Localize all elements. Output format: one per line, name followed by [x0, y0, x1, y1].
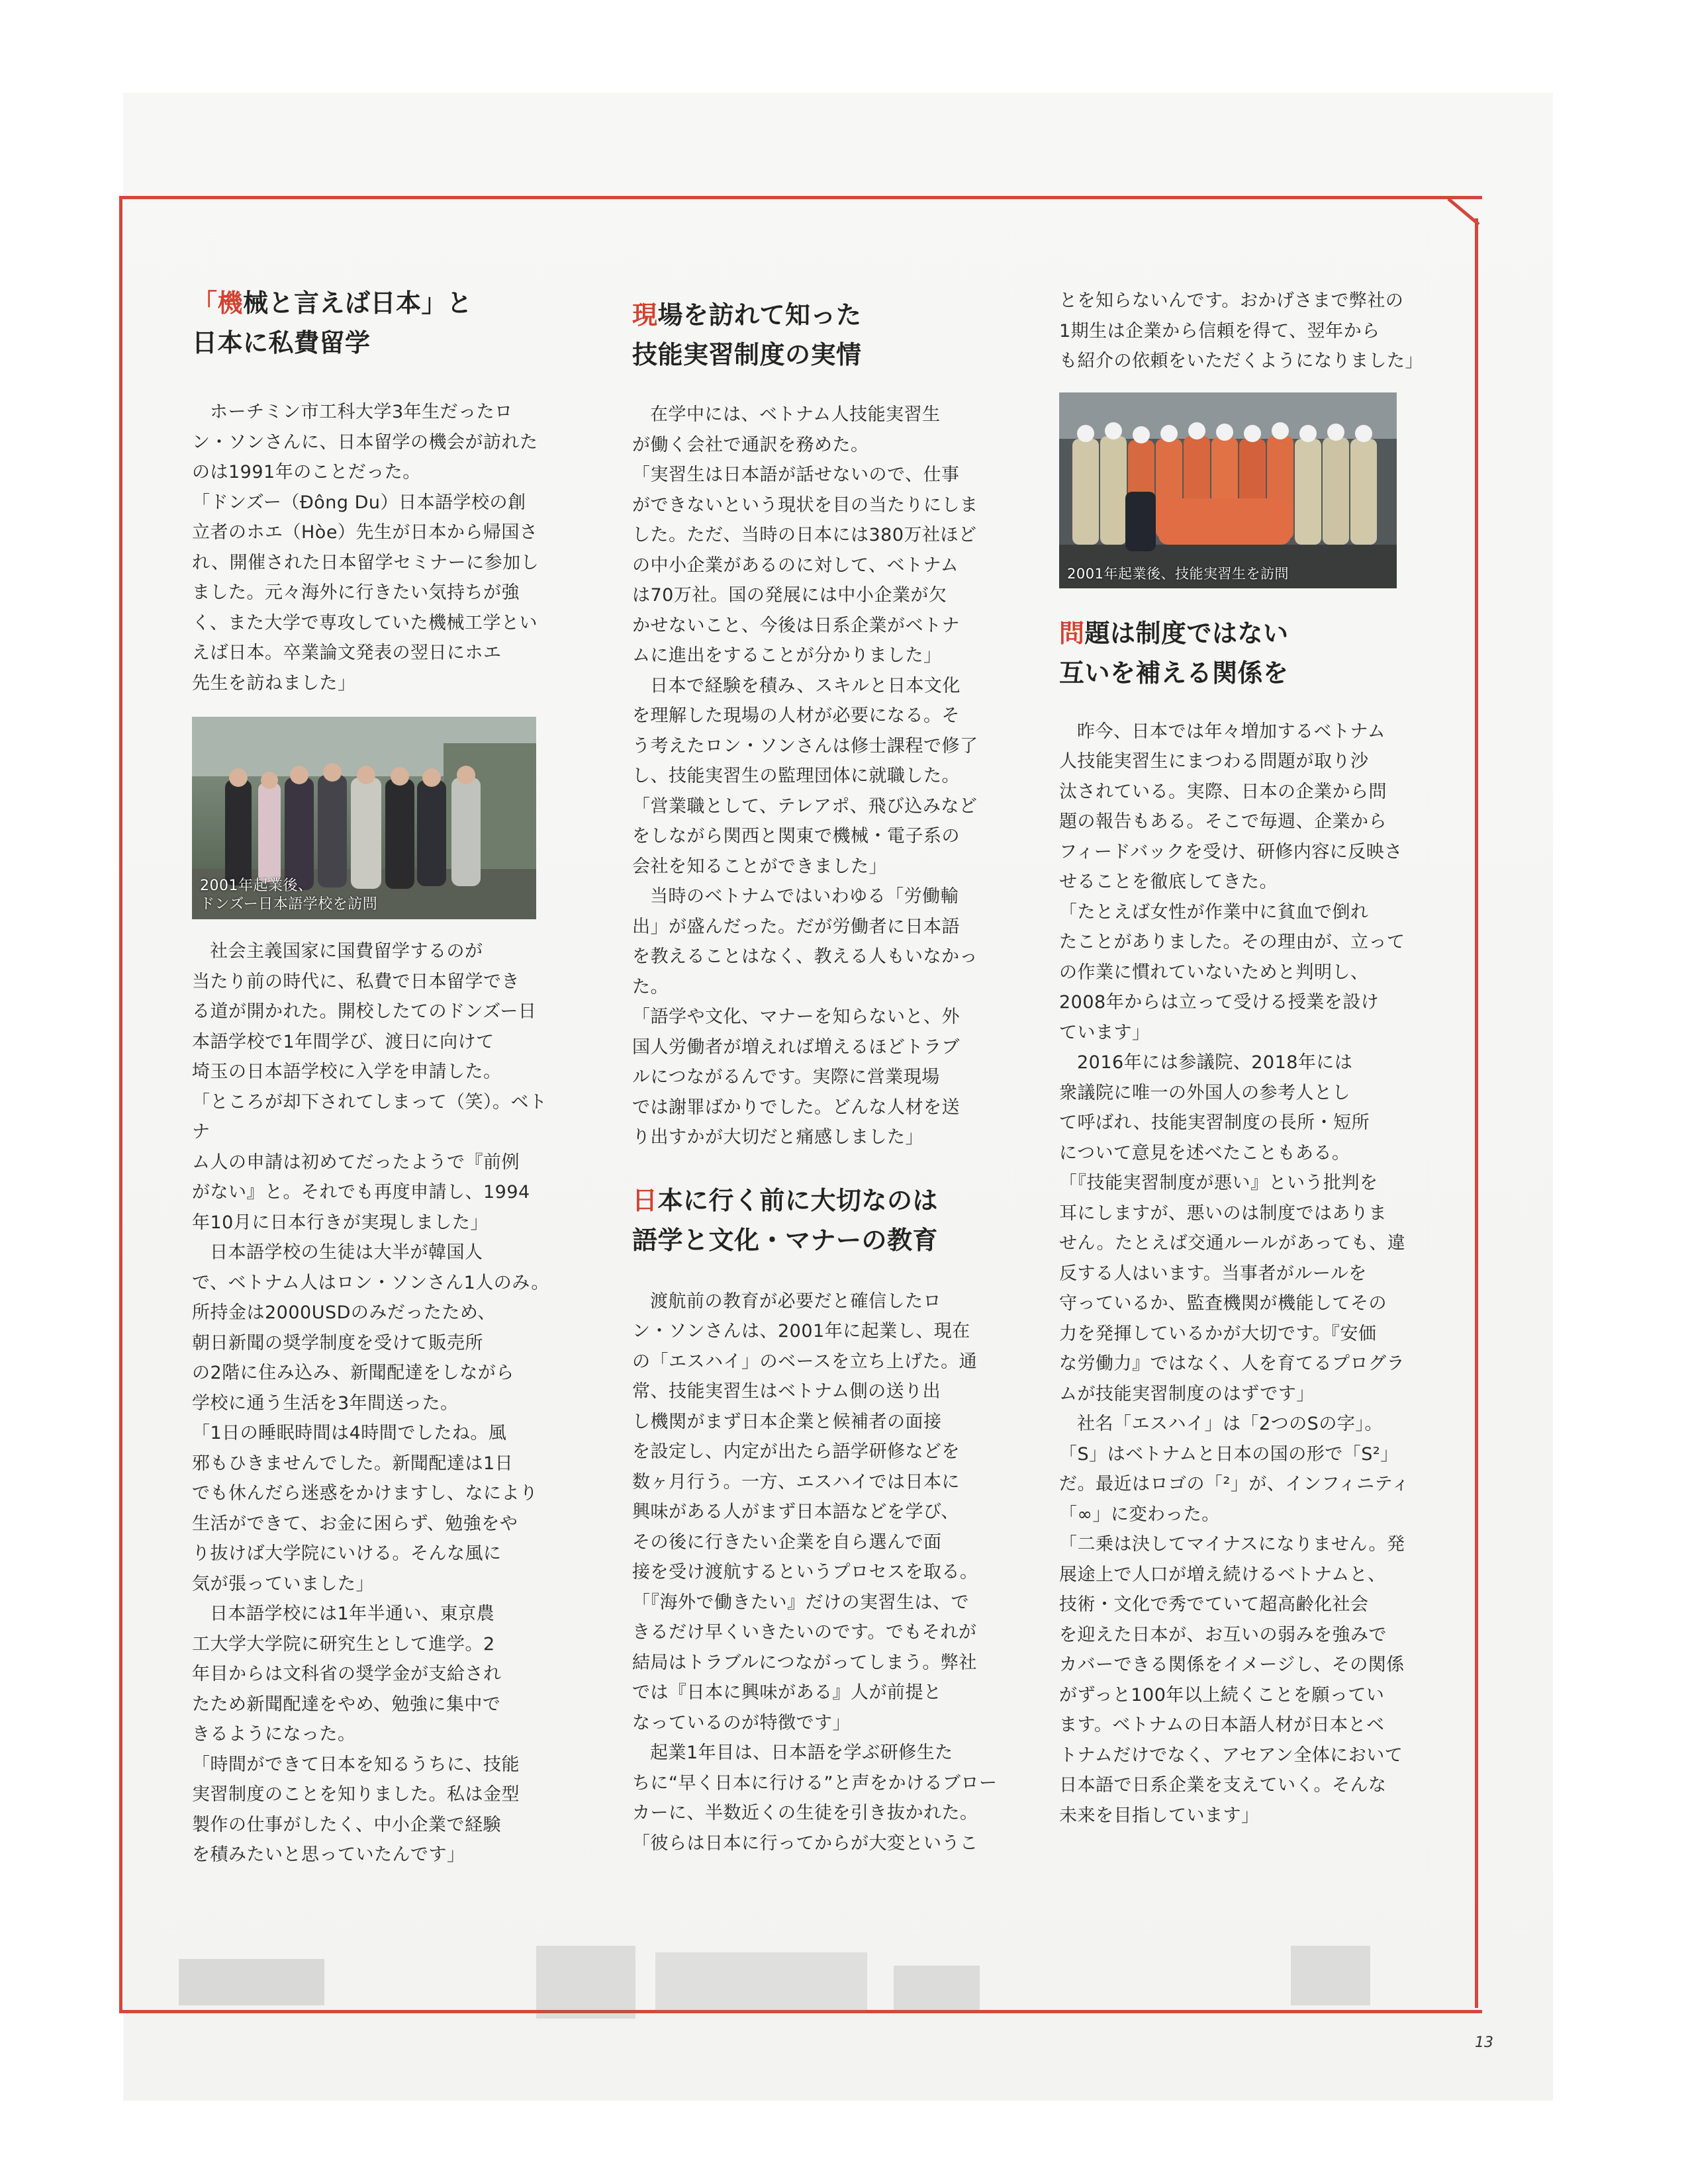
text-line: たため新聞配達をやめ、勉強に集中で: [192, 1694, 501, 1715]
text-line: ました。元々海外に行きたい気持ちが強: [192, 582, 520, 603]
text-line: 人技能実習生にまつわる問題が取り沙: [1059, 751, 1369, 772]
text-line: 衆議院に唯一の外国人の参考人とし: [1059, 1082, 1350, 1103]
text-line: も紹介の依頼をいただくようになりました」: [1059, 351, 1423, 371]
text-line: でも休んだら迷惑をかけますし、なにより: [192, 1483, 538, 1504]
text-line: 「S」はベトナムと日本の国の形で「S²」: [1059, 1443, 1399, 1465]
paragraph-block: [192, 397, 563, 698]
text-line: 興味がある人がまず日本語などを学び、: [632, 1502, 959, 1522]
text-line: 「ところが却下されてしまって（笑）。ベトナ: [192, 1091, 547, 1142]
text-line: て呼ばれ、技能実習制度の長所・短所: [1059, 1113, 1370, 1133]
text-line: で、ベトナム人はロン・ソンさん1人のみ。: [192, 1272, 549, 1293]
text-line: 2008年からは立って受ける授業を設け: [1059, 992, 1380, 1013]
text-line: 「実習生は日本語が話せないので、仕事: [632, 465, 960, 485]
text-line: を教えることはなく、教える人もいなかった。: [632, 946, 978, 997]
text-line: ルにつながるんです。実際に営業現場: [632, 1067, 940, 1087]
text-line: が働く会社で通訳を務めた。: [632, 434, 869, 455]
text-line: ます。ベトナムの日本語人材が日本とベ: [1059, 1715, 1385, 1735]
text-line: 気が張っていました」: [192, 1573, 374, 1594]
text-line: 題の報告もある。そこで毎週、企業から: [1059, 811, 1387, 832]
heading-line2: 日本に私費留学: [192, 328, 371, 357]
text-line: その後に行きたい企業を自ら選んで面: [632, 1531, 942, 1553]
text-line: 常、技能実習生はベトナム側の送り出: [632, 1381, 941, 1402]
text-line: 年10月に日本行きが実現しました」: [192, 1212, 489, 1233]
text-line: きるようになった。: [192, 1724, 356, 1745]
text-line: 1期生は企業から信頼を得て、翌年から: [1059, 320, 1380, 341]
text-line: 渡航前の教育が必要だと確信したロ: [650, 1291, 941, 1312]
text-line: し機関がまず日本企業と候補者の面接: [632, 1411, 942, 1432]
text-line: う考えたロン・ソンさんは修士課程で修了: [632, 735, 978, 756]
text-line: 結局はトラブルにつながってしまう。弊社: [632, 1652, 977, 1673]
text-line: 「営業職として、テレアポ、飛び込みなど: [632, 796, 978, 817]
text-line: 年目からは文科省の奨学金が支給され: [192, 1664, 502, 1684]
text-line: 展途上で人口が増え続けるベトナムと、: [1059, 1564, 1386, 1585]
heading-text: 械と言えば日本」と: [243, 289, 473, 318]
text-line: 出」が盛んだった。だが労働者に日本語: [632, 916, 960, 937]
text-line: ム人の申請は初めてだったようで『前例: [192, 1152, 520, 1173]
text-line: を理解した現場の人材が必要になる。そ: [632, 705, 960, 726]
column-3: [1059, 286, 1430, 1831]
text-line: を積みたいと思っていたんです」: [192, 1844, 465, 1865]
text-line: 「語学や文化、マナーを知らないと、外: [632, 1007, 960, 1027]
text-line: 昨今、日本では年々増加するベトナム: [1077, 721, 1386, 742]
text-line: カバーできる関係をイメージし、その関係: [1059, 1655, 1405, 1675]
text-line: だ。最近はロゴの「²」が、インフィニティ: [1059, 1474, 1410, 1494]
text-line: 「たとえば女性が作業中に貧血で倒れ: [1059, 901, 1369, 923]
text-line: たことがありました。その理由が、立って: [1059, 932, 1405, 952]
text-line: カーに、半数近くの生徒を引き抜かれた。: [632, 1803, 978, 1823]
text-line: 力を発揮しているかが大切です。『安価: [1059, 1323, 1377, 1344]
text-line: のは1991年のことだった。: [192, 462, 421, 482]
section-heading-1: [192, 283, 563, 363]
text-line: 社会主義国家に国費留学するのが: [210, 941, 483, 962]
text-line: 当時のベトナムではいわゆる「労働輸: [650, 886, 959, 907]
text-line: り抜けば大学院にいける。そんな風に: [192, 1543, 502, 1564]
text-line: ン・ソンさんは、2001年に起業し、現在: [632, 1321, 970, 1342]
section-heading-3: 日本に行く前に大切なのは 語学と文化・マナーの教育: [632, 1185, 939, 1255]
text-line: 実習制度のことを知りました。私は金型: [192, 1784, 520, 1805]
paragraph-block: [1059, 717, 1430, 1831]
text-line: ムが技能実習制度のはずです」: [1059, 1383, 1315, 1404]
text-line: 国人労働者が増えれば増えるほどトラブ: [632, 1036, 960, 1058]
text-line: 反する人はいます。当事者がルールを: [1059, 1263, 1367, 1284]
text-line: 日本で経験を積み、スキルと日本文化: [650, 675, 961, 696]
text-line: 在学中には、ベトナム人技能実習生: [650, 404, 941, 425]
text-line: 技術・文化で秀でていて超高齢化社会: [1059, 1594, 1369, 1615]
text-line: ン・ソンさんに、日本留学の機会が訪れた: [192, 432, 538, 453]
text-line: 守っているか、監査機関が機能してその: [1059, 1293, 1387, 1314]
column-2: [632, 295, 1003, 1858]
text-line: フィードバックを受け、研修内容に反映さ: [1059, 841, 1403, 862]
text-line: く、また大学で専攻していた機械工学とい: [192, 612, 538, 633]
text-line: きるだけ早くいきたいのです。でもそれが: [632, 1622, 977, 1643]
text-line: がない』と。それでも再度申請し、1994: [192, 1182, 530, 1203]
text-line: 本語学校で1年間学び、渡日に向けて: [192, 1031, 494, 1052]
text-line: とを知らないんです。おかげさまで弊社の: [1059, 291, 1404, 311]
text-line: なっているのが特徴です」: [632, 1712, 851, 1733]
text-line: 「∞」に変わった。: [1059, 1504, 1220, 1525]
text-line: 立者のホエ（Hòe）先生が日本から帰国さ: [192, 522, 538, 543]
text-line: は70万社。国の発展には中小企業が欠: [632, 585, 947, 606]
text-line: 先生を訪ねました」: [192, 672, 356, 694]
text-line: した。ただ、当時の日本には380万社ほど: [632, 525, 977, 545]
text-line: かせないこと、今後は日系企業がベトナ: [632, 615, 960, 636]
text-line: 会社を知ることができました」: [632, 856, 887, 877]
section-heading-4: 問題は制度ではない 互いを補える関係を: [1059, 618, 1289, 688]
text-line: 社名「エスハイ」は「2つのSの字」。: [1077, 1414, 1383, 1434]
paragraph-block: [632, 1287, 1003, 1859]
text-line: り出すかが大切だと痛感しました」: [632, 1127, 923, 1148]
text-line: では謝罪ばかりでした。どんな人材を送: [632, 1097, 960, 1118]
text-line: ができないという現状を目の当たりにしま: [632, 494, 978, 516]
trainees-photo-image: [1059, 392, 1397, 588]
text-line: 生活ができて、お金に困らず、勉強をや: [192, 1513, 518, 1534]
text-line: な労働力』ではなく、人を育てるプログラ: [1059, 1353, 1405, 1374]
photo-caption: 2001年起業後、技能実習生を訪問: [1067, 565, 1289, 582]
text-line: の作業に慣れていないためと判明し、: [1059, 962, 1369, 983]
text-line: えば日本。卒業論文発表の翌日にホエ: [192, 643, 502, 663]
paragraph-block: [1059, 286, 1430, 377]
text-line: 当たり前の時代に、私費で日本留学でき: [192, 971, 520, 992]
text-line: 「1日の睡眠時間は4時間でしたね。風: [192, 1423, 507, 1443]
text-line: がずっと100年以上続くことを願ってい: [1059, 1684, 1385, 1706]
text-line: 数ヶ月行う。一方、エスハイでは日本に: [632, 1471, 960, 1492]
text-line: る道が開かれた。開校したてのドンズー日: [192, 1001, 537, 1022]
text-line: 「ドンズー（Đông Du）日本語学校の創: [192, 492, 526, 513]
text-line: 「時間ができて日本を知るうちに、技能: [192, 1754, 520, 1775]
text-line: 「二乗は決してマイナスになりません。発: [1059, 1534, 1405, 1555]
text-line: 学校に通う生活を3年間送った。: [192, 1392, 459, 1414]
text-line: ちに“早く日本に行ける”と声をかけるブロー: [632, 1772, 998, 1794]
article-frame-right: [1475, 218, 1478, 2008]
text-line: 所持金は2000USDのみだったため、: [192, 1302, 496, 1323]
text-line: の「エスハイ」のベースを立ち上げた。通: [632, 1351, 978, 1372]
page-number: 13: [1475, 2034, 1493, 2051]
text-line: 2016年には参議院、2018年には: [1077, 1052, 1353, 1073]
text-line: では『日本に興味がある』人が前提と: [632, 1682, 942, 1703]
text-line: 邪もひきませんでした。新聞配達は1日: [192, 1453, 514, 1474]
text-line: 工大学大学院に研究生として進学。2: [192, 1633, 495, 1655]
text-line: 耳にしますが、悪いのは制度ではありま: [1059, 1203, 1387, 1224]
heading-accent: 「機: [192, 289, 244, 318]
text-line: について意見を述べたこともある。: [1059, 1142, 1350, 1163]
text-line: トナムだけでなく、アセアン全体において: [1059, 1745, 1403, 1766]
section-heading-2: 現場を訪れて知った 技能実習制度の実情: [632, 300, 862, 369]
text-line: 日本語で日系企業を支えていく。そんな: [1059, 1775, 1387, 1796]
text-line: 日本語学校の生徒は大半が韓国人: [210, 1242, 483, 1263]
text-line: ホーチミン市工科大学3年生だったロ: [210, 402, 513, 422]
text-line: せん。たとえば交通ルールがあっても、違: [1059, 1233, 1406, 1253]
text-line: れ、開催された日本留学セミナーに参加し: [192, 552, 539, 573]
text-line: 「『技能実習制度が悪い』という批判を: [1059, 1173, 1378, 1193]
text-line: せることを徹底してきた。: [1059, 872, 1278, 892]
text-line: を設定し、内定が出たら語学研修などを: [632, 1441, 960, 1462]
text-line: の中小企業があるのに対して、ベトナム: [632, 555, 959, 576]
photo-trainees: [1059, 392, 1397, 588]
text-line: ています」: [1059, 1022, 1150, 1043]
text-line: ムに進出をすることが分かりました」: [632, 645, 942, 666]
text-line: 汰されている。実際、日本の企業から問: [1059, 781, 1387, 802]
photo-caption: 2001年起業後、 ドンズー日本語学校を訪問: [200, 878, 378, 913]
text-line: を迎えた日本が、お互いの弱みを強みで: [1059, 1624, 1387, 1645]
photo-dongdu-school: [192, 717, 536, 919]
column-1: [192, 283, 563, 1870]
text-line: 「『海外で働きたい』だけの実習生は、で: [632, 1592, 969, 1613]
text-line: 「彼らは日本に行ってからが大変というこ: [632, 1833, 978, 1854]
paragraph-block: [632, 400, 1003, 1153]
paragraph-block: [192, 936, 563, 1870]
text-line: 未来を目指しています」: [1059, 1805, 1260, 1826]
text-line: をしながら関西と関東で機械・電子系の: [632, 826, 960, 846]
text-line: 接を受け渡航するというプロセスを取る。: [632, 1562, 978, 1582]
bleed-through-graphic: [165, 1946, 1383, 2032]
text-line: 朝日新聞の奨学制度を受けて販売所: [192, 1332, 483, 1353]
text-line: 起業1年目は、日本語を学ぶ研修生た: [650, 1743, 953, 1763]
text-line: 埼玉の日本語学校に入学を申請した。: [192, 1062, 502, 1082]
text-line: し、技能実習生の監理団体に就職した。: [632, 766, 960, 786]
text-line: の2階に住み込み、新聞配達をしながら: [192, 1363, 514, 1383]
text-line: 製作の仕事がしたく、中小企業で経験: [192, 1814, 501, 1835]
text-line: 日本語学校には1年半通い、東京農: [210, 1604, 495, 1624]
